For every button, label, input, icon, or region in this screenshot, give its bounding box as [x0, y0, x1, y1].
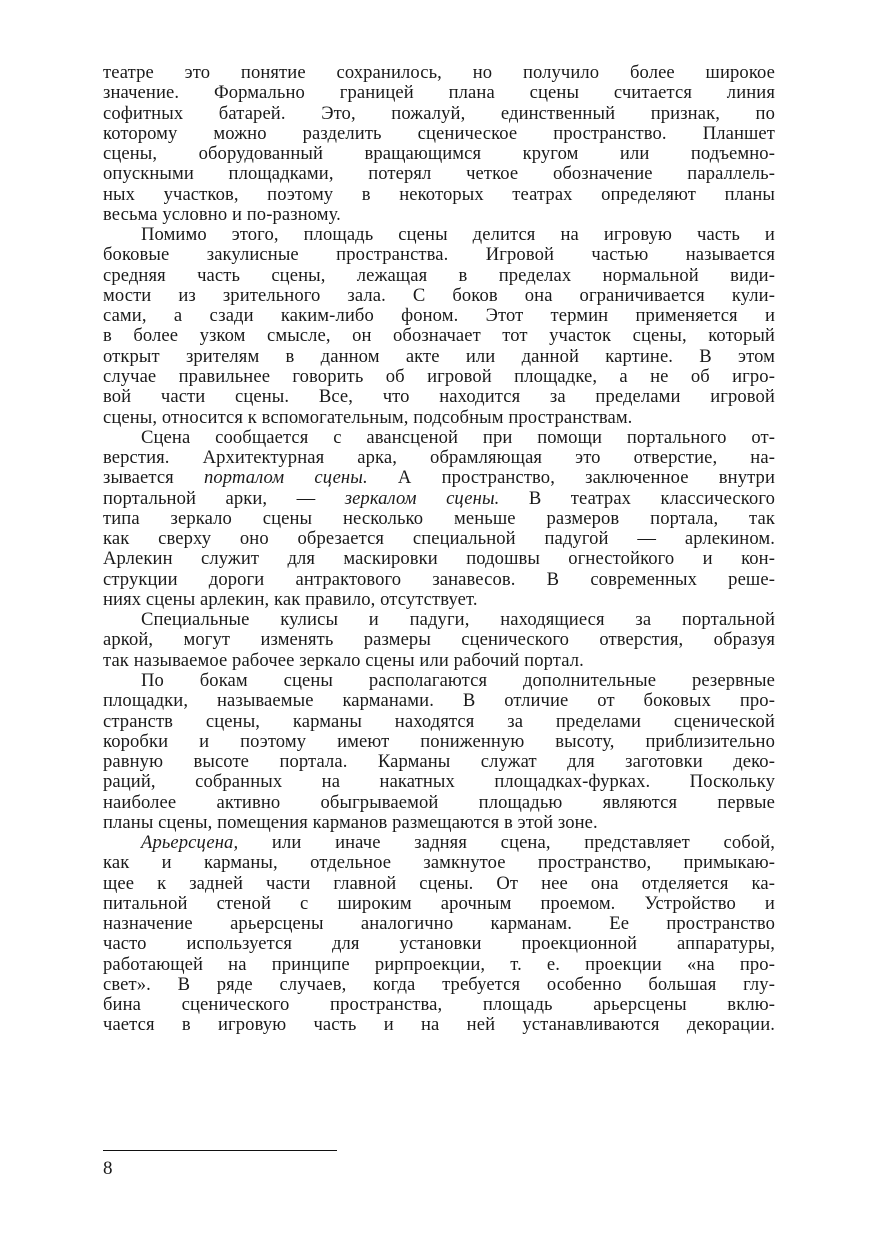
text-line: боковые закулисные пространства. Игровой частью называется	[103, 244, 775, 266]
text-line: чается в игровую часть и на ней устанавливаются декорации.	[103, 1014, 775, 1036]
text-line: площадки, называемые карманами. В отличие от боковых про-	[103, 690, 775, 712]
text-line: как и карманы, отдельное замкнутое пространство, примыкаю-	[103, 852, 775, 874]
paragraph	[103, 671, 775, 833]
text-line: бина сценического пространства, площадь арьерсцены вклю-	[103, 994, 775, 1016]
text-line: типа зеркало сцены несколько меньше размеров портала, так	[103, 507, 775, 529]
text-line: театре это понятие сохранилось, но получило более широкое	[103, 62, 775, 83]
text-line: аркой, могут изменять размеры сценического отверстия, образуя	[103, 629, 775, 651]
text-line: сцены, оборудованный вращающимся кругом или подъемно-	[103, 143, 775, 165]
paragraph	[103, 63, 775, 225]
text-line: Арлекин служит для маскировки подошвы огнестойкого и кон-	[103, 548, 775, 570]
text-line: По бокам сцены располагаются дополнительные резервные	[141, 669, 775, 691]
text-line: случае правильнее говорить об игровой площадке, а не об игро-	[103, 365, 775, 387]
text-line: наиболее активно обыгрываемой площадью являются первые	[103, 791, 775, 813]
text-segment: А пространство, заключенное внутри	[367, 467, 775, 489]
text-line	[103, 468, 775, 488]
body-text	[103, 63, 775, 1036]
text-segment: или иначе задняя сцена, представляет собой,	[238, 832, 775, 854]
text-line: питальной стеной с широким арочным проемом. Устройство и	[103, 892, 775, 914]
text-line: Помимо этого, площадь сцены делится на игровую часть и	[141, 224, 775, 246]
text-line: назначение арьерсцены аналогично карманам. Ее пространство	[103, 913, 775, 935]
italic-term: порталом сцены.	[204, 467, 368, 489]
text-line: открыт зрителям в данном акте или данной картине. В этом	[103, 345, 775, 367]
text-line: ных участков, поэтому в некоторых театрах определяют планы	[103, 183, 775, 205]
text-line: странств сцены, карманы находятся за пределами сценической	[103, 710, 775, 732]
text-line: софитных батарей. Это, пожалуй, единственный признак, по	[103, 102, 775, 124]
italic-term: Арьерсцена,	[141, 832, 239, 854]
text-line: коробки и поэтому имеют пониженную высоту, приблизительно	[103, 730, 775, 752]
footnote-rule	[103, 1150, 337, 1151]
text-line: Сцена сообщается с авансценой при помощи портального от-	[141, 426, 775, 448]
text-segment: зывается	[103, 467, 205, 489]
text-line: Специальные кулисы и падуги, находящиеся за портальной	[141, 609, 775, 631]
text-line: ниях сцены арлекин, как правило, отсутствует.	[103, 588, 478, 610]
text-line: значение. Формально границей плана сцены считается линия	[103, 82, 775, 104]
text-line: раций, собранных на накатных площадках-фурках. Поскольку	[103, 771, 775, 793]
text-line: опускными площадками, потерял четкое обозначение параллель-	[103, 163, 775, 185]
text-line: верстия. Архитектурная арка, обрамляющая это отверстие, на-	[103, 447, 775, 469]
text-line: которому можно разделить сценическое пространство. Планшет	[103, 122, 775, 144]
text-segment: портальной арки, —	[103, 487, 345, 509]
paragraph	[103, 428, 775, 610]
text-line: как сверху оно обрезается специальной падугой — арлекином.	[103, 528, 775, 550]
text-line	[103, 833, 775, 853]
paragraph	[103, 225, 775, 428]
page-number: 8	[103, 1158, 113, 1179]
text-line: часто используется для установки проекционной аппаратуры,	[103, 933, 775, 955]
text-line: планы сцены, помещения карманов размещаются в этой зоне.	[103, 811, 598, 833]
text-line: щее к задней части главной сцены. От нее она отделяется ка-	[103, 872, 775, 894]
text-line: вой части сцены. Все, что находится за пределами игровой	[103, 386, 775, 408]
text-line: в более узком смысле, он обозначает тот участок сцены, который	[103, 325, 775, 347]
paragraph	[103, 833, 775, 1036]
paragraph	[103, 610, 775, 671]
text-line: свет». В ряде случаев, когда требуется особенно большая глу-	[103, 973, 775, 995]
text-line	[103, 489, 775, 509]
text-line: сами, а сзади каким-либо фоном. Этот термин применяется и	[103, 305, 775, 327]
text-line: струкции дороги антрактового занавесов. В современных реше-	[103, 568, 775, 590]
text-line: так называемое рабочее зеркало сцены или рабочий портал.	[103, 649, 584, 671]
text-line: равную высоте портала. Карманы служат для заготовки деко-	[103, 751, 775, 773]
text-line: сцены, относится к вспомогательным, подсобным пространствам.	[103, 406, 633, 428]
text-line: весьма условно и по-разному.	[103, 203, 341, 225]
text-line: средняя часть сцены, лежащая в пределах нормальной види-	[103, 264, 775, 286]
text-line: работающей на принципе рирпроекции, т. е. проекции «на про-	[103, 953, 775, 975]
italic-term: зеркалом сцены.	[344, 487, 500, 509]
text-segment: В театрах классического	[499, 487, 775, 509]
text-line: мости из зрительного зала. С боков она ограничивается кули-	[103, 284, 775, 306]
